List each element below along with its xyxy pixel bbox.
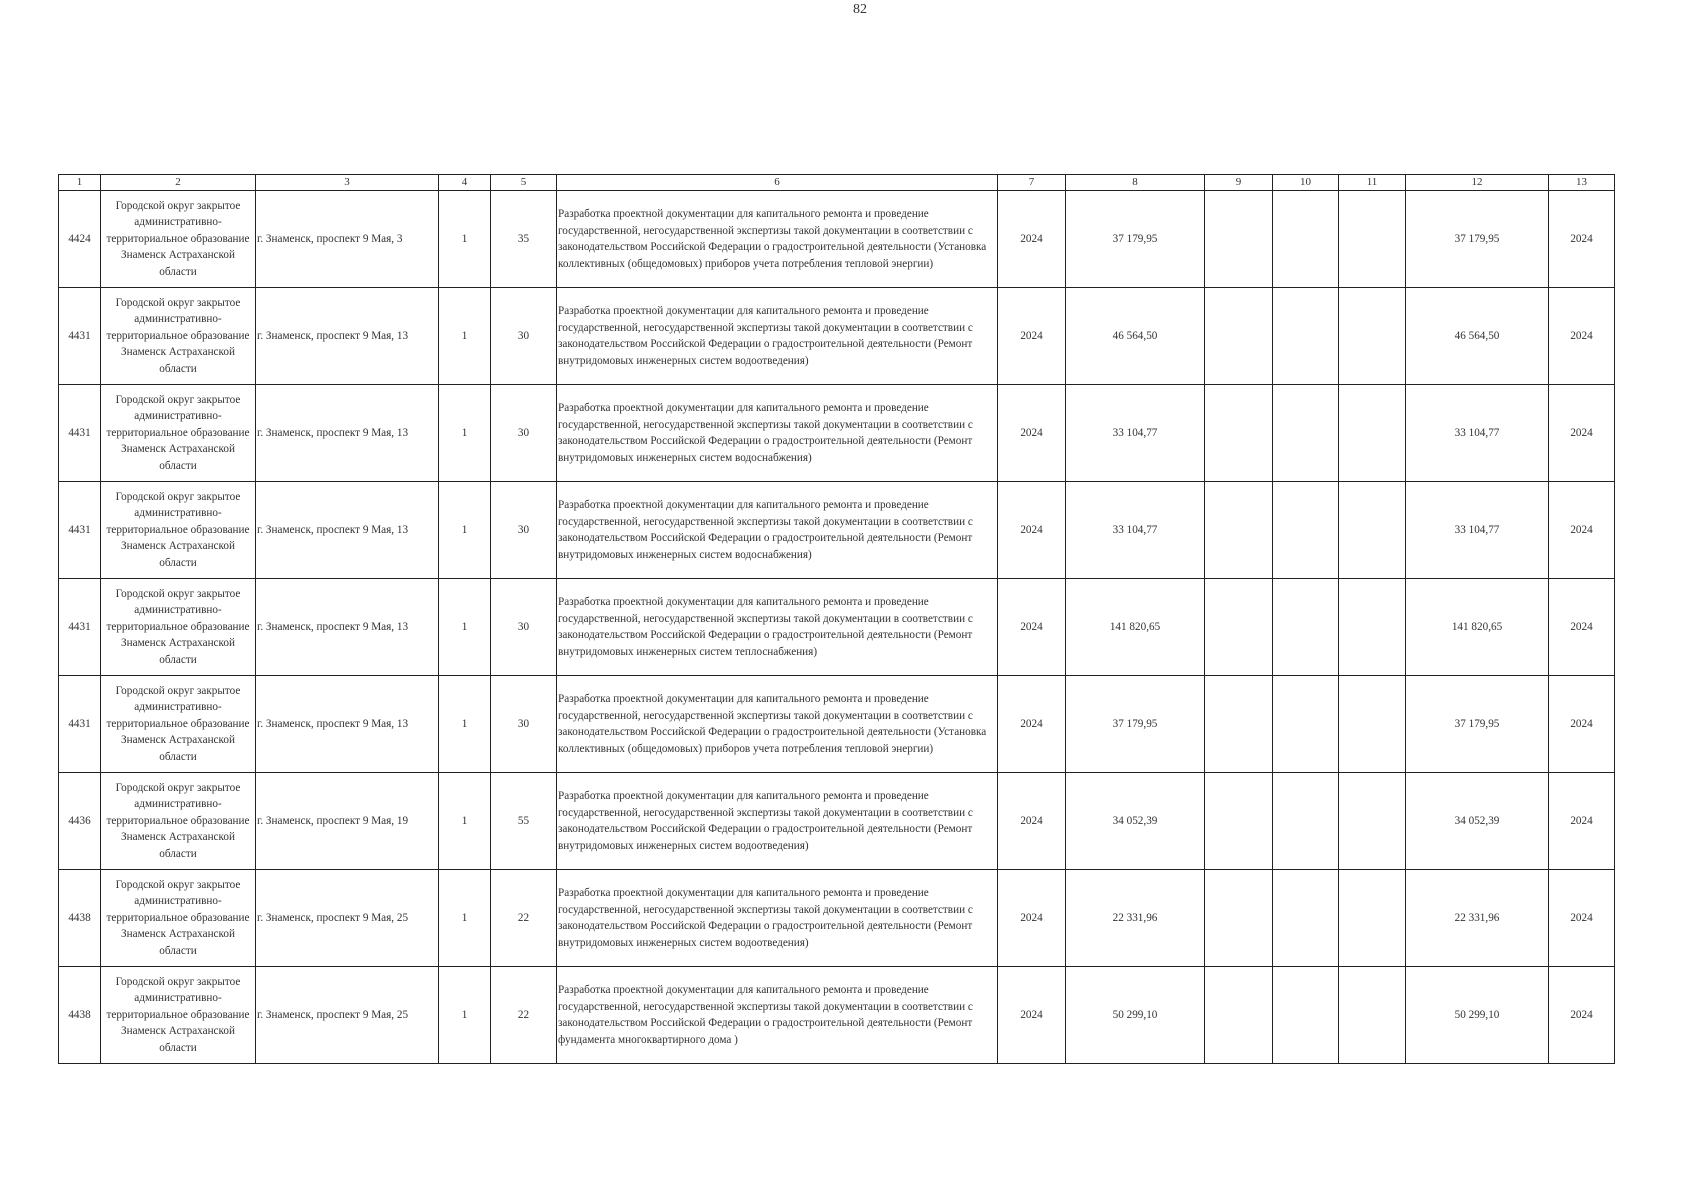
column-11-cell bbox=[1339, 385, 1406, 482]
column-4-cell: 1 bbox=[439, 676, 491, 773]
column-10-cell bbox=[1273, 288, 1339, 385]
municipality-cell: Городской округ закрытое административно-территориальное образование Знаменск Астраханской области bbox=[101, 191, 256, 288]
cost-cell: 37 179,95 bbox=[1066, 676, 1205, 773]
total-cost-cell: 50 299,10 bbox=[1406, 967, 1549, 1064]
address-cell: г. Знаменск, проспект 9 Мая, 13 bbox=[256, 676, 439, 773]
column-11-cell bbox=[1339, 288, 1406, 385]
completion-year-cell: 2024 bbox=[1549, 191, 1615, 288]
municipality-cell: Городской округ закрытое административно-территориальное образование Знаменск Астраханской области bbox=[101, 773, 256, 870]
completion-year-cell: 2024 bbox=[1549, 773, 1615, 870]
column-11-cell bbox=[1339, 870, 1406, 967]
work-description-cell: Разработка проектной документации для капитального ремонта и проведение государственной, негосударственной экспертизы такой документации в соответствии с законодательством Российской Федерации о градостроительной деятельности (Установка коллективных (общедомовых) приборов учета потребления тепловой энергии) bbox=[557, 191, 998, 288]
address-cell: г. Знаменск, проспект 9 Мая, 19 bbox=[256, 773, 439, 870]
completion-year-cell: 2024 bbox=[1549, 482, 1615, 579]
year-cell: 2024 bbox=[998, 288, 1066, 385]
column-11-cell bbox=[1339, 579, 1406, 676]
address-cell: г. Знаменск, проспект 9 Мая, 13 bbox=[256, 288, 439, 385]
cost-cell: 50 299,10 bbox=[1066, 967, 1205, 1064]
column-10-cell bbox=[1273, 482, 1339, 579]
column-10-cell bbox=[1273, 579, 1339, 676]
column-10-cell bbox=[1273, 191, 1339, 288]
completion-year-cell: 2024 bbox=[1549, 676, 1615, 773]
column-9-cell bbox=[1205, 482, 1273, 579]
column-header-12: 12 bbox=[1406, 175, 1549, 191]
column-header-5: 5 bbox=[491, 175, 557, 191]
municipality-cell: Городской округ закрытое административно-территориальное образование Знаменск Астраханской области bbox=[101, 967, 256, 1064]
row-number-cell: 4431 bbox=[59, 385, 101, 482]
completion-year-cell: 2024 bbox=[1549, 288, 1615, 385]
column-header-4: 4 bbox=[439, 175, 491, 191]
total-cost-cell: 46 564,50 bbox=[1406, 288, 1549, 385]
column-11-cell bbox=[1339, 191, 1406, 288]
column-header-6: 6 bbox=[557, 175, 998, 191]
column-10-cell bbox=[1273, 773, 1339, 870]
year-cell: 2024 bbox=[998, 579, 1066, 676]
year-cell: 2024 bbox=[998, 676, 1066, 773]
cost-cell: 33 104,77 bbox=[1066, 385, 1205, 482]
column-header-7: 7 bbox=[998, 175, 1066, 191]
cost-cell: 22 331,96 bbox=[1066, 870, 1205, 967]
table-row bbox=[59, 676, 1615, 773]
column-11-cell bbox=[1339, 676, 1406, 773]
year-cell: 2024 bbox=[998, 191, 1066, 288]
page-number: 82 bbox=[853, 2, 867, 17]
column-5-cell: 30 bbox=[491, 676, 557, 773]
column-5-cell: 22 bbox=[491, 967, 557, 1064]
column-4-cell: 1 bbox=[439, 385, 491, 482]
row-number-cell: 4424 bbox=[59, 191, 101, 288]
table-row bbox=[59, 191, 1615, 288]
cost-cell: 34 052,39 bbox=[1066, 773, 1205, 870]
column-header-3: 3 bbox=[256, 175, 439, 191]
total-cost-cell: 37 179,95 bbox=[1406, 191, 1549, 288]
work-description-cell: Разработка проектной документации для капитального ремонта и проведение государственной, негосударственной экспертизы такой документации в соответствии с законодательством Российской Федерации о градостроительной деятельности (Ремонт внутридомовых инженерных систем водоотведения) bbox=[557, 870, 998, 967]
work-description-cell: Разработка проектной документации для капитального ремонта и проведение государственной, негосударственной экспертизы такой документации в соответствии с законодательством Российской Федерации о градостроительной деятельности (Ремонт внутридомовых инженерных систем теплоснабжения) bbox=[557, 579, 998, 676]
column-4-cell: 1 bbox=[439, 773, 491, 870]
total-cost-cell: 141 820,65 bbox=[1406, 579, 1549, 676]
table-row bbox=[59, 288, 1615, 385]
column-4-cell: 1 bbox=[439, 870, 491, 967]
work-description-cell: Разработка проектной документации для капитального ремонта и проведение государственной, негосударственной экспертизы такой документации в соответствии с законодательством Российской Федерации о градостроительной деятельности (Ремонт внутридомовых инженерных систем водоотведения) bbox=[557, 288, 998, 385]
municipality-cell: Городской округ закрытое административно-территориальное образование Знаменск Астраханской области bbox=[101, 870, 256, 967]
total-cost-cell: 33 104,77 bbox=[1406, 482, 1549, 579]
column-10-cell bbox=[1273, 870, 1339, 967]
column-header-13: 13 bbox=[1549, 175, 1615, 191]
column-10-cell bbox=[1273, 676, 1339, 773]
municipality-cell: Городской округ закрытое административно-территориальное образование Знаменск Астраханской области bbox=[101, 385, 256, 482]
column-header-8: 8 bbox=[1066, 175, 1205, 191]
column-5-cell: 35 bbox=[491, 191, 557, 288]
row-number-cell: 4438 bbox=[59, 967, 101, 1064]
address-cell: г. Знаменск, проспект 9 Мая, 25 bbox=[256, 967, 439, 1064]
municipality-cell: Городской округ закрытое административно-территориальное образование Знаменск Астраханской области bbox=[101, 676, 256, 773]
cost-cell: 46 564,50 bbox=[1066, 288, 1205, 385]
address-cell: г. Знаменск, проспект 9 Мая, 25 bbox=[256, 870, 439, 967]
column-number-header-row bbox=[59, 175, 1615, 191]
work-description-cell: Разработка проектной документации для капитального ремонта и проведение государственной, негосударственной экспертизы такой документации в соответствии с законодательством Российской Федерации о градостроительной деятельности (Ремонт фундамента многоквартирного дома ) bbox=[557, 967, 998, 1064]
row-number-cell: 4431 bbox=[59, 676, 101, 773]
table-row bbox=[59, 385, 1615, 482]
municipality-cell: Городской округ закрытое административно-территориальное образование Знаменск Астраханской области bbox=[101, 482, 256, 579]
column-9-cell bbox=[1205, 288, 1273, 385]
column-4-cell: 1 bbox=[439, 191, 491, 288]
column-5-cell: 30 bbox=[491, 385, 557, 482]
completion-year-cell: 2024 bbox=[1549, 385, 1615, 482]
year-cell: 2024 bbox=[998, 773, 1066, 870]
column-9-cell bbox=[1205, 191, 1273, 288]
column-4-cell: 1 bbox=[439, 288, 491, 385]
row-number-cell: 4431 bbox=[59, 482, 101, 579]
column-5-cell: 22 bbox=[491, 870, 557, 967]
column-9-cell bbox=[1205, 579, 1273, 676]
row-number-cell: 4438 bbox=[59, 870, 101, 967]
total-cost-cell: 37 179,95 bbox=[1406, 676, 1549, 773]
row-number-cell: 4431 bbox=[59, 579, 101, 676]
table-row bbox=[59, 967, 1615, 1064]
column-5-cell: 30 bbox=[491, 288, 557, 385]
column-5-cell: 30 bbox=[491, 579, 557, 676]
municipality-cell: Городской округ закрытое административно-территориальное образование Знаменск Астраханской области bbox=[101, 288, 256, 385]
row-number-cell: 4431 bbox=[59, 288, 101, 385]
year-cell: 2024 bbox=[998, 870, 1066, 967]
work-description-cell: Разработка проектной документации для капитального ремонта и проведение государственной, негосударственной экспертизы такой документации в соответствии с законодательством Российской Федерации о градостроительной деятельности (Установка коллективных (общедомовых) приборов учета потребления тепловой энергии) bbox=[557, 676, 998, 773]
column-header-2: 2 bbox=[101, 175, 256, 191]
column-9-cell bbox=[1205, 967, 1273, 1064]
column-9-cell bbox=[1205, 870, 1273, 967]
cost-cell: 33 104,77 bbox=[1066, 482, 1205, 579]
cost-cell: 37 179,95 bbox=[1066, 191, 1205, 288]
column-9-cell bbox=[1205, 385, 1273, 482]
column-header-10: 10 bbox=[1273, 175, 1339, 191]
year-cell: 2024 bbox=[998, 385, 1066, 482]
work-description-cell: Разработка проектной документации для капитального ремонта и проведение государственной, негосударственной экспертизы такой документации в соответствии с законодательством Российской Федерации о градостроительной деятельности (Ремонт внутридомовых инженерных систем водоотведения) bbox=[557, 773, 998, 870]
table-row bbox=[59, 773, 1615, 870]
address-cell: г. Знаменск, проспект 9 Мая, 13 bbox=[256, 482, 439, 579]
completion-year-cell: 2024 bbox=[1549, 967, 1615, 1064]
cost-cell: 141 820,65 bbox=[1066, 579, 1205, 676]
total-cost-cell: 34 052,39 bbox=[1406, 773, 1549, 870]
column-10-cell bbox=[1273, 967, 1339, 1064]
work-description-cell: Разработка проектной документации для капитального ремонта и проведение государственной, негосударственной экспертизы такой документации в соответствии с законодательством Российской Федерации о градостроительной деятельности (Ремонт внутридомовых инженерных систем водоснабжения) bbox=[557, 385, 998, 482]
total-cost-cell: 22 331,96 bbox=[1406, 870, 1549, 967]
work-description-cell: Разработка проектной документации для капитального ремонта и проведение государственной, негосударственной экспертизы такой документации в соответствии с законодательством Российской Федерации о градостроительной деятельности (Ремонт внутридомовых инженерных систем водоснабжения) bbox=[557, 482, 998, 579]
completion-year-cell: 2024 bbox=[1549, 579, 1615, 676]
year-cell: 2024 bbox=[998, 967, 1066, 1064]
capital-repair-table bbox=[58, 174, 1615, 1064]
column-header-9: 9 bbox=[1205, 175, 1273, 191]
column-9-cell bbox=[1205, 676, 1273, 773]
address-cell: г. Знаменск, проспект 9 Мая, 13 bbox=[256, 385, 439, 482]
address-cell: г. Знаменск, проспект 9 Мая, 3 bbox=[256, 191, 439, 288]
column-11-cell bbox=[1339, 967, 1406, 1064]
table-row bbox=[59, 482, 1615, 579]
column-header-11: 11 bbox=[1339, 175, 1406, 191]
row-number-cell: 4436 bbox=[59, 773, 101, 870]
column-4-cell: 1 bbox=[439, 967, 491, 1064]
column-9-cell bbox=[1205, 773, 1273, 870]
column-11-cell bbox=[1339, 773, 1406, 870]
column-11-cell bbox=[1339, 482, 1406, 579]
column-5-cell: 30 bbox=[491, 482, 557, 579]
address-cell: г. Знаменск, проспект 9 Мая, 13 bbox=[256, 579, 439, 676]
table-row bbox=[59, 579, 1615, 676]
column-4-cell: 1 bbox=[439, 482, 491, 579]
total-cost-cell: 33 104,77 bbox=[1406, 385, 1549, 482]
table-row bbox=[59, 870, 1615, 967]
municipality-cell: Городской округ закрытое административно-территориальное образование Знаменск Астраханской области bbox=[101, 579, 256, 676]
column-4-cell: 1 bbox=[439, 579, 491, 676]
completion-year-cell: 2024 bbox=[1549, 870, 1615, 967]
table-body bbox=[59, 191, 1615, 1064]
column-header-1: 1 bbox=[59, 175, 101, 191]
year-cell: 2024 bbox=[998, 482, 1066, 579]
column-10-cell bbox=[1273, 385, 1339, 482]
column-5-cell: 55 bbox=[491, 773, 557, 870]
